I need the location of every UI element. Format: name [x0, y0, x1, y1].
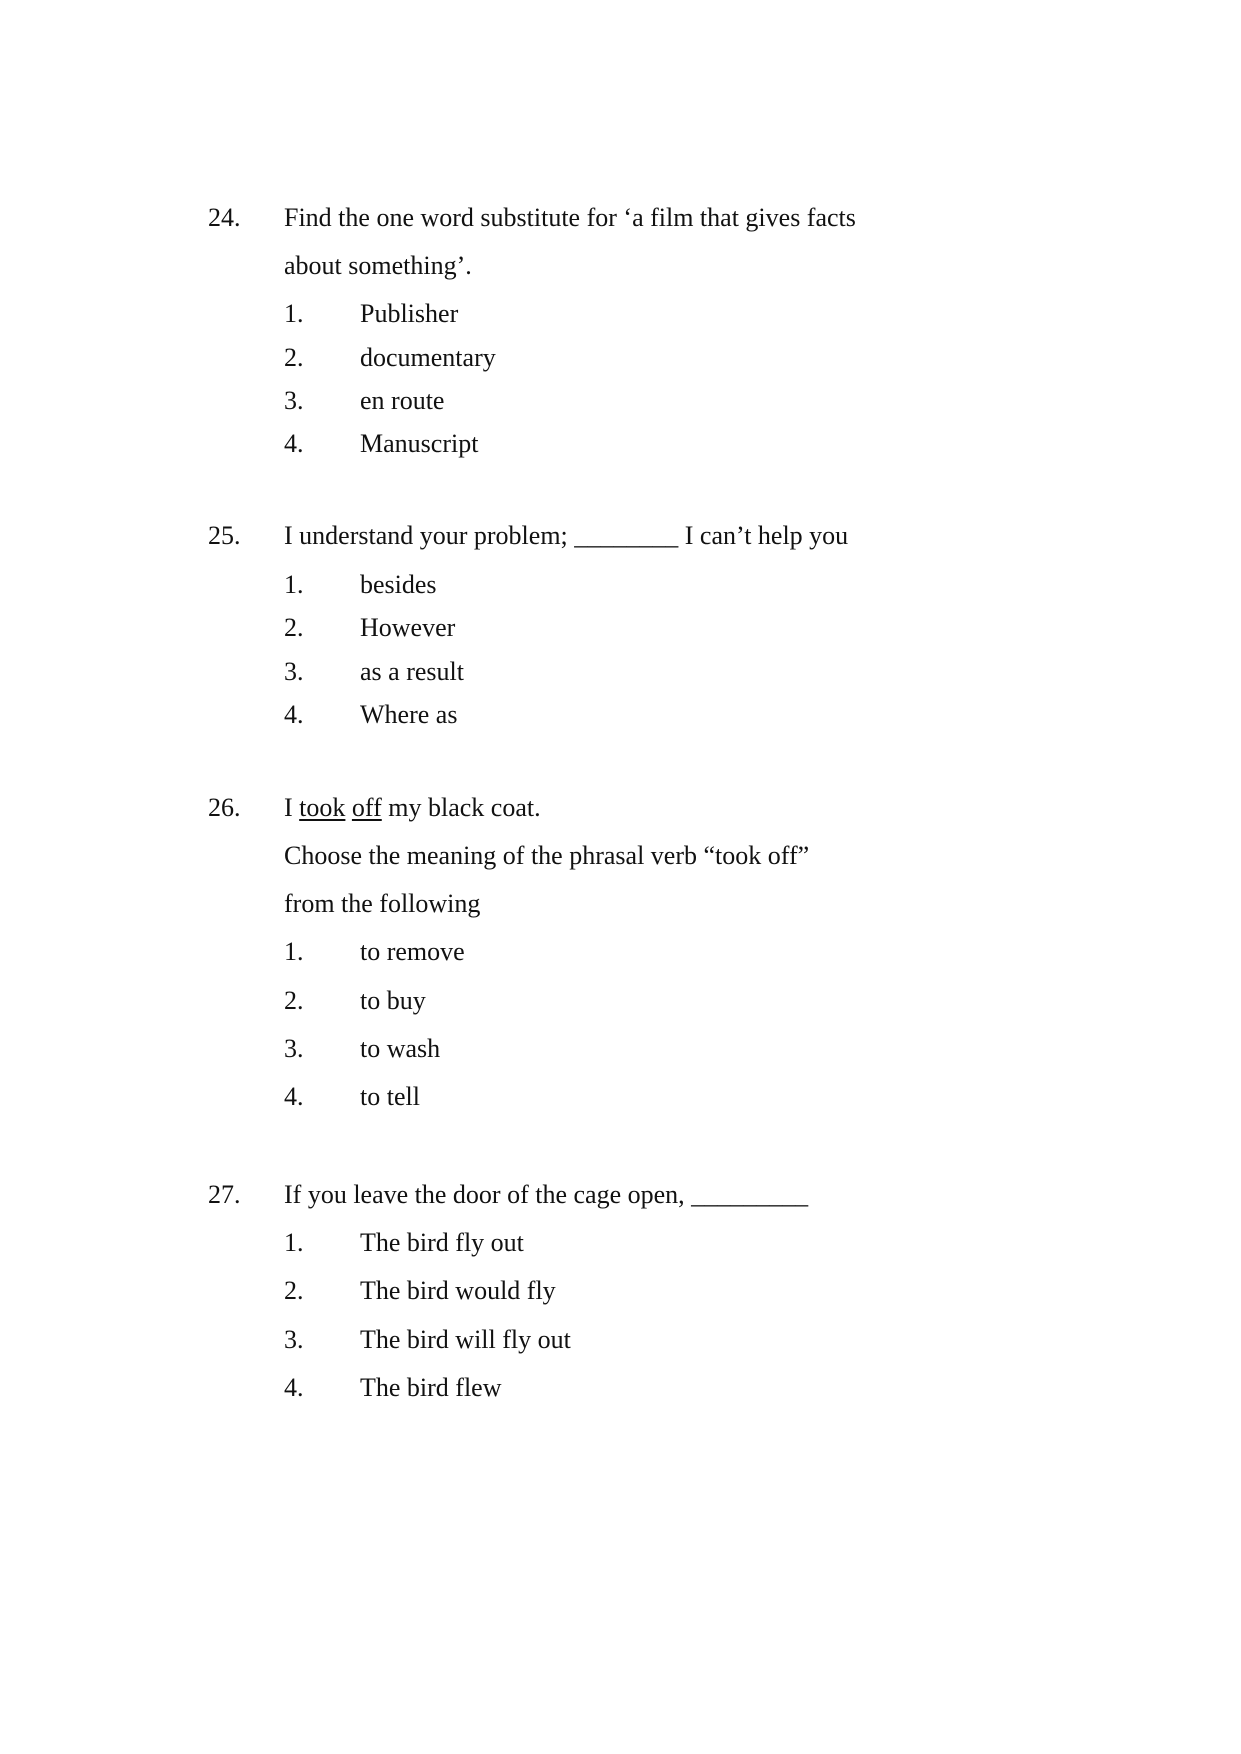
underlined-took: took — [299, 793, 346, 822]
question-number: 27. — [208, 1180, 241, 1209]
question-stem-line: Find the one word substitute for ‘a film that gives facts — [284, 203, 856, 232]
option-text: as a result — [360, 657, 464, 686]
question-stem-line: Choose the meaning of the phrasal verb “took off” — [284, 841, 810, 870]
question-sentence — [284, 793, 541, 823]
option-number: 2. — [284, 986, 304, 1015]
option-text: documentary — [360, 343, 496, 372]
option-text: en route — [360, 386, 445, 415]
option-number: 3. — [284, 1325, 304, 1354]
sentence-post: my black coat. — [381, 793, 541, 822]
option-text: Where as — [360, 700, 458, 729]
option-text: Publisher — [360, 299, 459, 328]
option-text: The bird fly out — [360, 1228, 524, 1257]
question-number: 24. — [208, 203, 241, 232]
option-text: The bird flew — [360, 1373, 502, 1402]
option-number: 2. — [284, 613, 304, 642]
option-number: 3. — [284, 657, 304, 686]
option-number: 1. — [284, 570, 304, 599]
question-number: 26. — [208, 793, 241, 822]
option-number: 1. — [284, 1228, 304, 1257]
option-text: The bird will fly out — [360, 1325, 571, 1354]
question-stem-line: about something’. — [284, 251, 472, 280]
option-number: 4. — [284, 1373, 304, 1402]
question-stem-line: If you leave the door of the cage open, _________ — [284, 1180, 809, 1209]
option-text: The bird would fly — [360, 1276, 556, 1305]
question-stem-line: I understand your problem; ________ I can’t help you — [284, 521, 849, 550]
option-number: 4. — [284, 429, 304, 458]
option-text: Manuscript — [360, 429, 479, 458]
option-text: to remove — [360, 937, 465, 966]
sentence-pre: I — [284, 793, 300, 822]
option-text: to tell — [360, 1082, 420, 1111]
question-stem-line: from the following — [284, 889, 481, 918]
option-number: 2. — [284, 1276, 304, 1305]
option-number: 4. — [284, 1082, 304, 1111]
option-number: 4. — [284, 700, 304, 729]
option-number: 2. — [284, 343, 304, 372]
option-text: However — [360, 613, 456, 642]
option-number: 3. — [284, 386, 304, 415]
option-text: to wash — [360, 1034, 441, 1063]
question-number: 25. — [208, 521, 241, 550]
option-number: 3. — [284, 1034, 304, 1063]
option-number: 1. — [284, 299, 304, 328]
option-text: besides — [360, 570, 437, 599]
option-text: to buy — [360, 986, 426, 1015]
underlined-off: off — [351, 793, 382, 822]
option-number: 1. — [284, 937, 304, 966]
